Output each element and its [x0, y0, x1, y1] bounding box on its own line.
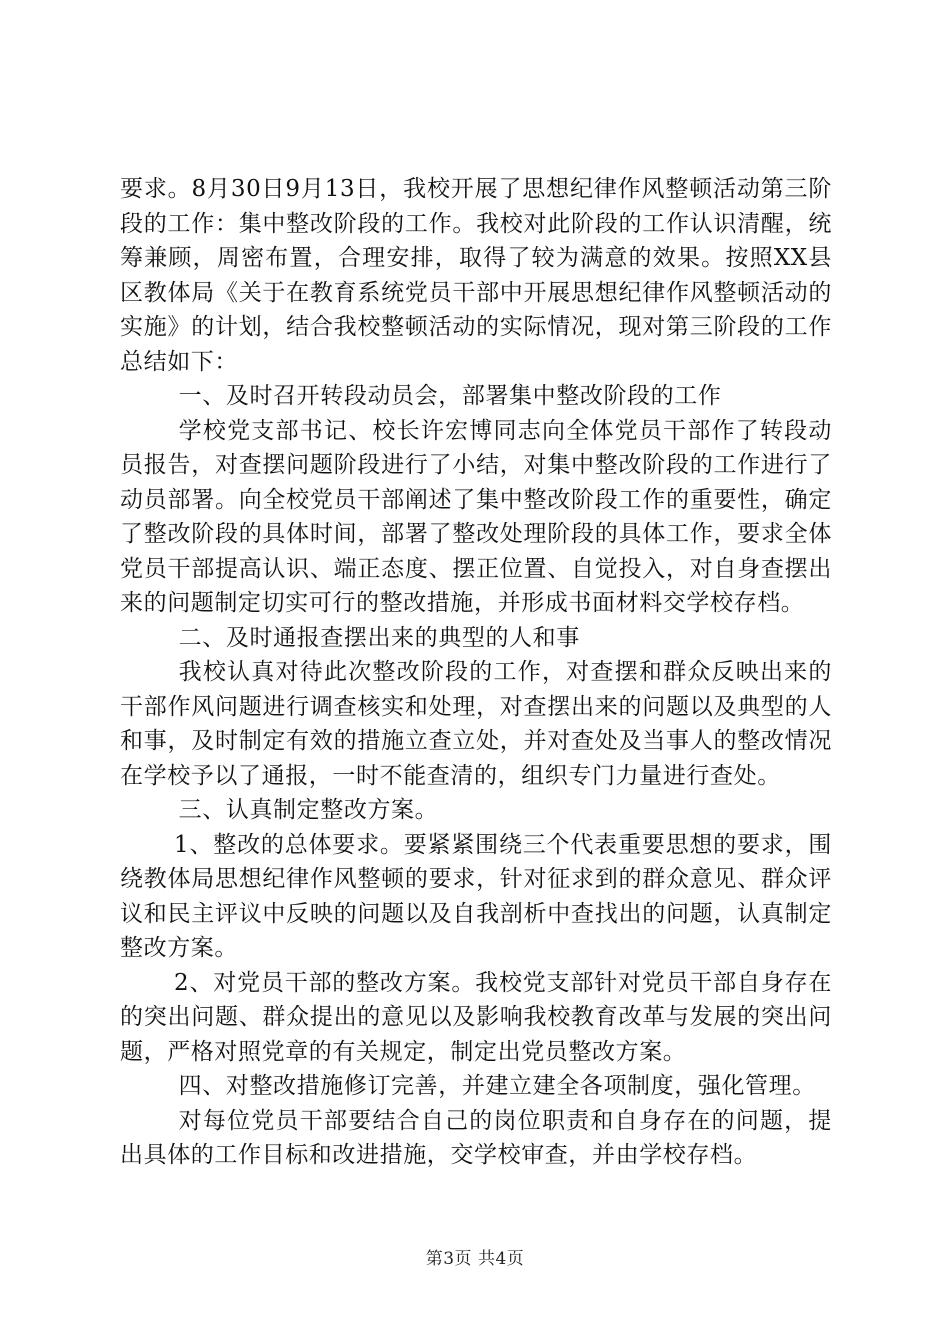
heading-section-3: 三、认真制定整改方案。	[178, 797, 439, 823]
document-body	[120, 172, 832, 1173]
paragraph-item-1: 1、整改的总体要求。要紧紧围绕三个代表重要思想的要求，围绕教体局思想纪律作风整顿的要求，针对征求到的群众意见、群众评议和民主评议中反映的问题以及自我剖析中查找出的问题，认真制定整改方案。	[120, 831, 832, 961]
paragraph-section-1: 学校党支部书记、校长许宏博同志向全体党员干部作了转段动员报告，对查摆问题阶段进行了小结，对集中整改阶段的工作进行了动员部署。向全校党员干部阐述了集中整改阶段工作的重要性，确定了整改阶段的具体时间，部署了整改处理阶段的具体工作，要求全体党员干部提高认识、端正态度、摆正位置、自觉投入，对自身查摆出来的问题制定切实可行的整改措施，并形成书面材料交学校存档。	[120, 417, 832, 616]
heading-section-2: 二、及时通报查摆出来的典型的人和事	[178, 624, 580, 651]
heading-section-1: 一、及时召开转段动员会，部署集中整改阶段的工作	[178, 383, 722, 409]
paragraph-item-2: 2、对党员干部的整改方案。我校党支部针对党员干部自身存在的突出问题、群众提出的意见以及影响我校教育改革与发展的突出问题，严格对照党章的有关规定，制定出党员整改方案。	[120, 969, 832, 1065]
paragraph-section-4: 对每位党员干部要结合自己的岗位职责和自身存在的问题，提出具体的工作目标和改进措施，交学校审查，并由学校存档。	[120, 1107, 832, 1168]
heading-section-4: 四、对整改措施修订完善，并建立建全各项制度，强化管理。	[178, 1073, 816, 1099]
paragraph-section-2: 我校认真对待此次整改阶段的工作，对查摆和群众反映出来的干部作风问题进行调查核实和处理，对查摆出来的问题以及典型的人和事，及时制定有效的措施立查立处，并对查处及当事人的整改情况在学校予以了通报，一时不能查清的，组织专门力量进行查处。	[120, 659, 832, 789]
page-number-footer: 第3页 共4页	[425, 1249, 525, 1269]
paragraph-intro: 要求。8月30日9月13日，我校开展了思想纪律作风整顿活动第三阶段的工作：集中整改阶段的工作。我校对此阶段的工作认识清醒，统筹兼顾，周密布置，合理安排，取得了较为满意的效果。按照XX县区教体局《关于在教育系统党员干部中开展思想纪律作风整顿活动的实施》的计划，结合我校整顿活动的实际情况，现对第三阶段的工作总结如下：	[120, 176, 832, 375]
